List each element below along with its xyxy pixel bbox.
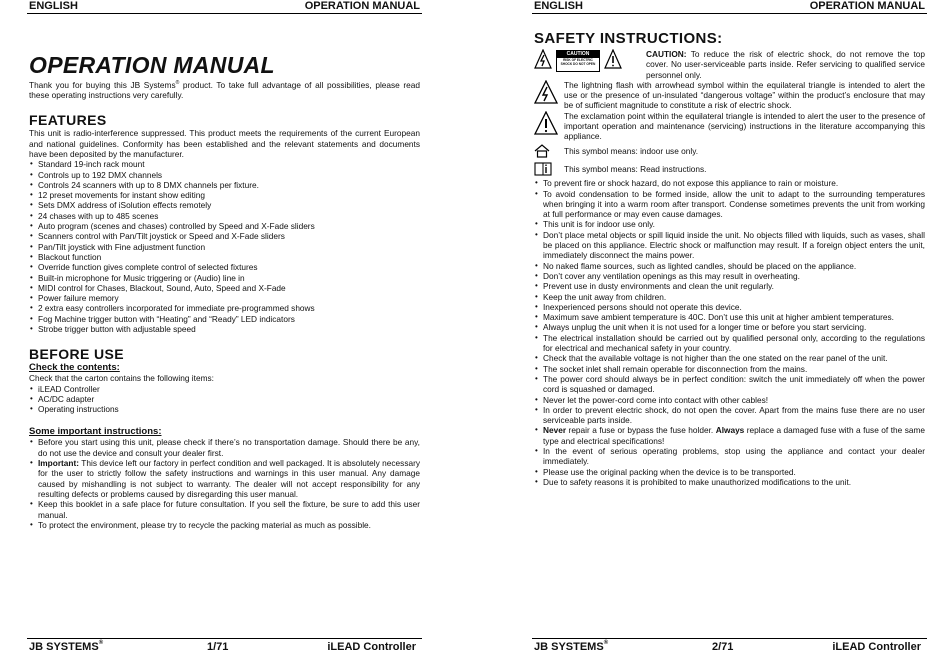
lightning-text: The lightning flash with arrowhead symbol within the equilateral triangle is intended to alert the use or the presence of un-insulated “dangerous voltage” within the product’s enclosure that may be of sufficient magnitude to constitute a risk of electric shock. (564, 79, 925, 111)
book-icon (534, 162, 552, 176)
caution-label-icon: CAUTION RISK OF ELECTRIC SHOCK DO NOT OPEN (556, 50, 600, 72)
lightning-triangle-icon (534, 80, 558, 104)
footer-page-number: 2/71 (712, 641, 734, 653)
instruction-item: • Important: This device left our factory in perfect condition and well packaged. It is absolutely necessary for the user to strictly follow the safety instructions and warnings in this user manual. Any damage caused by mishandling is not subject to warranty. The dealer will not accept responsibility for any resulting defects or problems caused by disregarding this user manual. (29, 458, 420, 499)
page-1 (27, 0, 422, 654)
safety-item: • To prevent fire or shock hazard, do not expose this appliance to rain or moisture. (534, 178, 925, 188)
instruction-item: • Keep this booklet in a safe place for future consultation. If you sell the fixture, be sure to add this user manual. (29, 499, 420, 520)
feature-item: • Fog Machine trigger button with “Heating” and “Ready” LED indicators (29, 314, 420, 324)
safety-item: • Due to safety reasons it is prohibited to make unauthorized modifications to the unit. (534, 477, 925, 487)
contents-item: • AC/DC adapter (29, 394, 420, 404)
safety-item: • In the event of serious operating problems, stop using the appliance and contact your dealer immediately. (534, 446, 925, 467)
lightning-triangle-icon (534, 49, 552, 69)
feature-item: • Sets DMX address of iSolution effects remotely (29, 200, 420, 210)
safety-item: • Keep the unit away from children. (534, 292, 925, 302)
safety-item: • Never repair a fuse or bypass the fuse holder. Always replace a damaged fuse with a fuse of the same type and electrical specifications! (534, 425, 925, 446)
house-icon (534, 144, 550, 158)
features-list (29, 159, 420, 334)
contents-list (29, 384, 420, 415)
header-language: ENGLISH (534, 0, 583, 12)
indoor-row (534, 144, 925, 160)
page-1-content (29, 53, 420, 530)
safety-item: • Always unplug the unit when it is not used for a longer time or before you start servicing. (534, 322, 925, 332)
exclamation-row (534, 111, 925, 142)
safety-item: • The electrical installation should be carried out by qualified personal only, according to the regulations for electrical and mechanical safety in your country. (534, 333, 925, 354)
features-heading: FEATURES (29, 112, 107, 129)
feature-item: • Controls up to 192 DMX channels (29, 170, 420, 180)
important-instructions-list (29, 437, 420, 530)
safety-item: • To avoid condensation to be formed inside, allow the unit to adapt to the surrounding temperatures when bringing it into a warm room after transport. Condense sometimes prevents the unit from working at full performance or may even cause damages. (534, 189, 925, 220)
caution-row (534, 49, 925, 80)
safety-item: • Don’t cover any ventilation openings as this may result in overheating. (534, 271, 925, 281)
safety-item: • Prevent use in dusty environments and clean the unit regularly. (534, 281, 925, 291)
feature-item: • Controls 24 scanners with up to 8 DMX channels per fixture. (29, 180, 420, 190)
footer-page-number: 1/71 (207, 641, 229, 653)
footer-product: iLEAD Controller (327, 641, 416, 653)
feature-item: • MIDI control for Chases, Blackout, Sound, Auto, Speed and X-Fade (29, 283, 420, 293)
instruction-item: • To protect the environment, please try to recycle the packing material as much as possible. (29, 520, 420, 530)
footer-brand: JB SYSTEMS® (29, 640, 104, 653)
page-header (27, 0, 422, 14)
page-title: OPERATION MANUAL (29, 52, 275, 78)
safety-item: • The power cord should always be in perfect condition: switch the unit immediately off when the power cord is squashed or damaged. (534, 374, 925, 395)
safety-item: • Don’t place metal objects or spill liquid inside the unit. No objects filled with liquids, such as vases, shall be placed on this appliance. Electric shock or malfunction may result. If a foreign object enters the unit, immediately disconnect the mains power. (534, 230, 925, 261)
feature-item: • Power failure memory (29, 293, 420, 303)
contents-item: • iLEAD Controller (29, 384, 420, 394)
instruction-item: • Before you start using this unit, please check if there’s no transportation damage. Should there be any, do not use the device and consult your dealer first. (29, 437, 420, 458)
feature-item: • Override function gives complete control of selected fixtures (29, 262, 420, 272)
safety-item: • The socket inlet shall remain operable for disconnection from the mains. (534, 364, 925, 374)
safety-heading: SAFETY INSTRUCTIONS: (534, 30, 723, 47)
safety-item: • No naked flame sources, such as lighted candles, should be placed on the appliance. (534, 261, 925, 271)
safety-item: • Never let the power-cord come into contact with other cables! (534, 395, 925, 405)
safety-item: • Please use the original packing when the device is to be transported. (534, 467, 925, 477)
feature-item: • Built-in microphone for Music triggering or (Audio) line in (29, 273, 420, 283)
header-manual-title: OPERATION MANUAL (809, 0, 925, 12)
feature-item: • Strobe trigger button with adjustable speed (29, 324, 420, 334)
indoor-text: This symbol means: indoor use only. (564, 145, 699, 156)
feature-item: • 24 chases with up to 485 scenes (29, 211, 420, 221)
features-text: This unit is radio-interference suppressed. This product meets the requirements of the current European and national guidelines. Conformity has been established and the relevant statements and documents have been deposited by the manufacturer. (29, 128, 420, 159)
safety-item: • In order to prevent electric shock, do not open the cover. Apart from the mains fuse there are no user serviceable parts inside. (534, 405, 925, 426)
caution-text: CAUTION: To reduce the risk of electric shock, do not remove the top cover. No user-serviceable parts inside. Refer servicing to qualified service personnel only. (646, 49, 925, 80)
safety-item: • Inexperienced persons should not operate this device. (534, 302, 925, 312)
footer-product: iLEAD Controller (832, 641, 921, 653)
page-2-content (534, 31, 925, 487)
feature-item: • Blackout function (29, 252, 420, 262)
exclamation-triangle-icon (534, 111, 558, 135)
caution-symbols (534, 49, 646, 72)
feature-item: • 12 preset movements for instant show editing (29, 190, 420, 200)
safety-item: • Maximum save ambient temperature is 40C. Don’t use this unit at higher ambient temperatures. (534, 312, 925, 322)
read-text: This symbol means: Read instructions. (564, 163, 707, 174)
exclamation-triangle-icon (604, 49, 622, 69)
exclamation-text: The exclamation point within the equilateral triangle is intended to alert the user to the presence of important operation and maintenance (servicing) instructions in the literature accompanying this appliance. (564, 110, 925, 142)
feature-item: • 2 extra easy controllers incorporated for immediate pre-programmed shows (29, 303, 420, 313)
read-row (534, 162, 925, 178)
footer-brand: JB SYSTEMS® (534, 640, 609, 653)
lightning-row (534, 80, 925, 111)
check-contents-heading: Check the contents: (29, 362, 120, 374)
header-language: ENGLISH (29, 0, 78, 12)
safety-item: • This unit is for indoor use only. (534, 219, 925, 229)
page-footer (532, 638, 927, 655)
intro-text: Thank you for buying this JB Systems® product. To take full advantage of all possibilities, please read these operating instructions very carefully. (29, 79, 420, 101)
check-contents-text: Check that the carton contains the following items: (29, 373, 214, 384)
header-manual-title: OPERATION MANUAL (304, 0, 420, 12)
page-footer (27, 638, 422, 655)
page-2 (532, 0, 927, 654)
feature-item: • Auto program (scenes and chases) controlled by Speed and X-Fade sliders (29, 221, 420, 231)
feature-item: • Scanners control with Pan/Tilt joystick or Speed and X-Fade sliders (29, 231, 420, 241)
contents-item: • Operating instructions (29, 404, 420, 414)
before-use-heading: BEFORE USE (29, 346, 125, 363)
safety-item: • Check that the available voltage is not higher than the one stated on the rear panel of the unit. (534, 353, 925, 363)
important-instructions-heading: Some important instructions: (29, 426, 162, 438)
page-header (532, 0, 927, 14)
feature-item: • Standard 19-inch rack mount (29, 159, 420, 169)
feature-item: • Pan/Tilt joystick with Fine adjustment function (29, 242, 420, 252)
safety-list (534, 178, 925, 487)
